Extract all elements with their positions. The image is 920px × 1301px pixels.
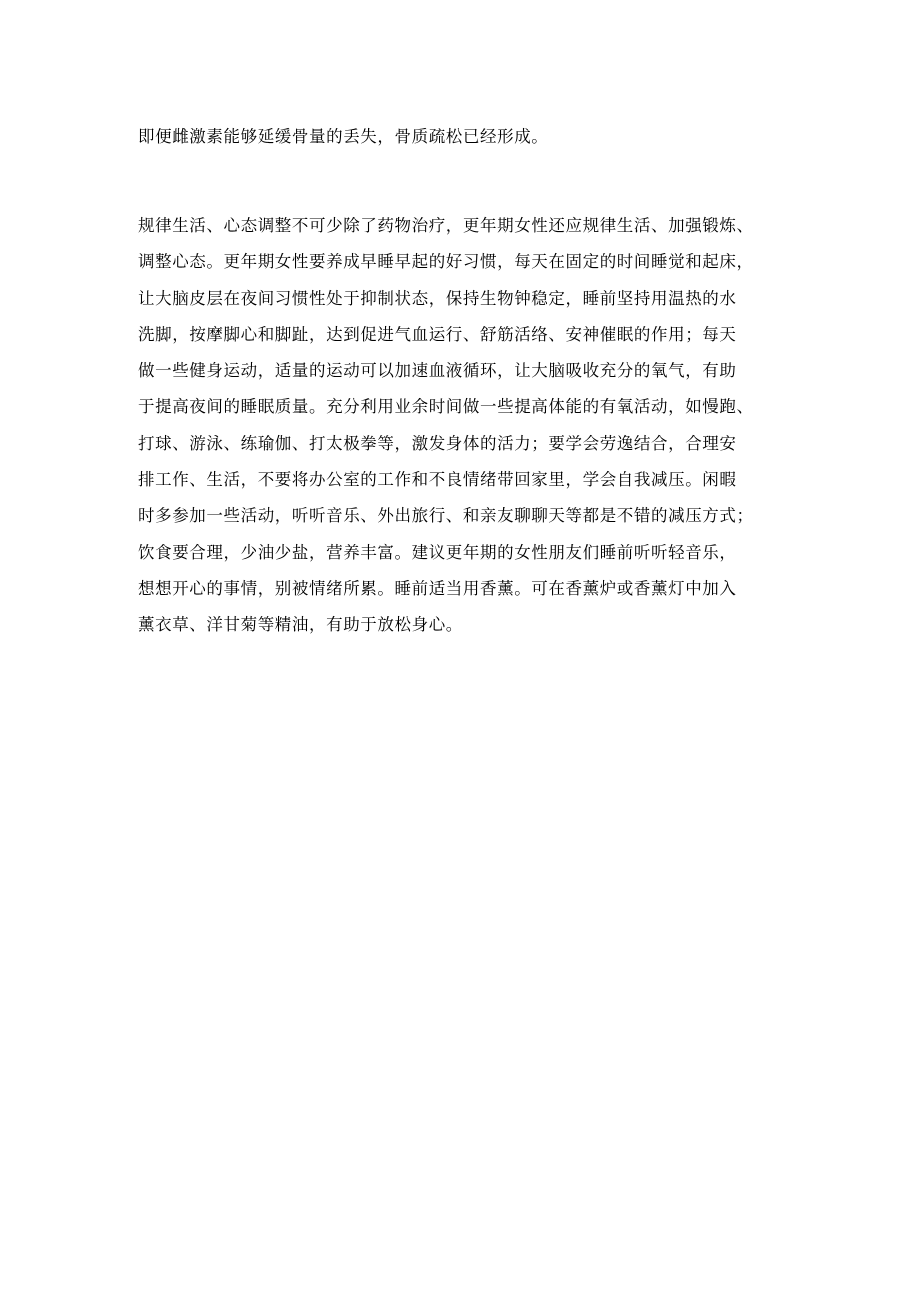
paragraph-2 xyxy=(138,208,793,644)
text-line: 排工作、生活，不要将办公室的工作和不良情绪带回家里，学会自我减压。闲暇 xyxy=(138,470,737,490)
text-line: 规律生活、心态调整不可少除了药物治疗，更年期女性还应规律生活、加强锻炼、 xyxy=(138,216,754,235)
text-line: 想想开心的事情，别被情绪所累。睡前适当用香薰。可在香薰炉或香薰灯中加入 xyxy=(138,578,737,598)
text-line: 时多参加一些活动，听听音乐、外出旅行、和亲友聊聊天等都是不错的减压方式； xyxy=(138,506,754,526)
text-line: 薰衣草、洋甘菊等精油，有助于放松身心。 xyxy=(138,615,463,635)
text-line: 打球、游泳、练瑜伽、打太极拳等，激发身体的活力；要学会劳逸结合，合理安 xyxy=(138,433,737,453)
text-line: 饮食要合理，少油少盐，营养丰富。建议更年期的女性朋友们睡前听听轻音乐， xyxy=(138,542,737,562)
text-line: 洗脚，按摩脚心和脚趾，达到促进气血运行、舒筋活络、安神催眠的作用；每天 xyxy=(138,324,737,344)
text-line: 即便雌激素能够延缓骨量的丢失，骨质疏松已经形成。 xyxy=(138,127,549,146)
text-line: 调整心态。更年期女性要养成早睡早起的好习惯，每天在固定的时间睡觉和起床， xyxy=(138,252,754,272)
paragraph-1 xyxy=(138,119,793,155)
text-line: 做一些健身运动，适量的运动可以加速血液循环，让大脑吸收充分的氧气，有助 xyxy=(138,361,737,381)
text-line: 于提高夜间的睡眠质量。充分利用业余时间做一些提高体能的有氧活动，如慢跑、 xyxy=(138,397,754,417)
text-line: 让大脑皮层在夜间习惯性处于抑制状态，保持生物钟稳定，睡前坚持用温热的水 xyxy=(138,288,737,308)
